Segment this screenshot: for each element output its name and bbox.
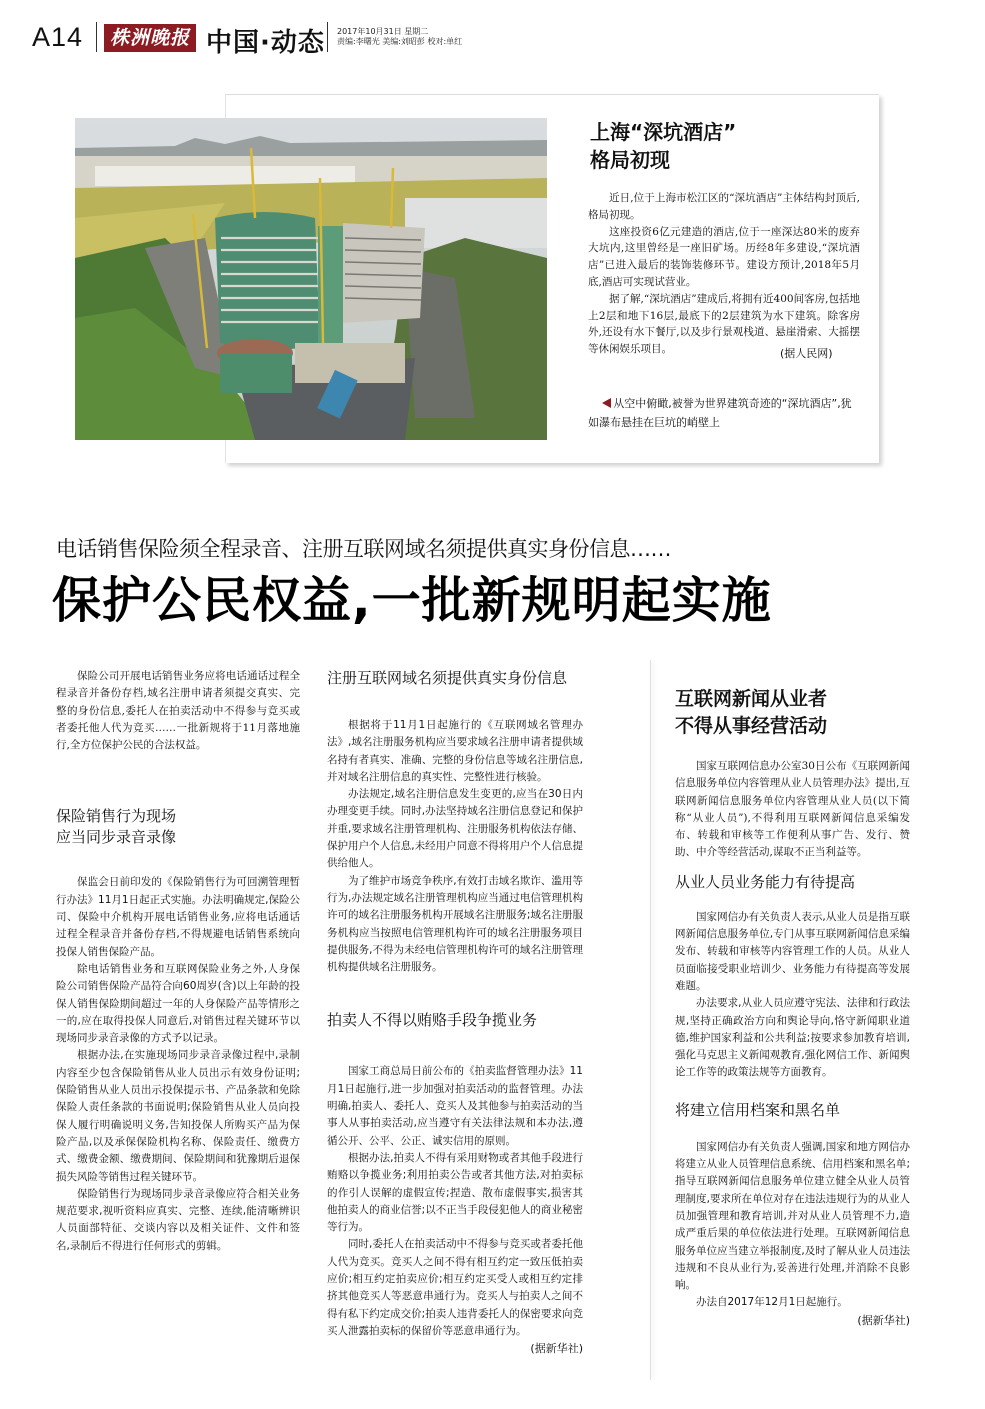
feature-photo	[75, 118, 547, 440]
article-paragraph: 根据办法,拍卖人不得有采用财物或者其他手段进行贿赂以争揽业务;利用拍卖公告或者其他方法,对拍卖标的作引人误解的虚假宣传;捏造、散布虚假事实,损害其他拍卖人的商业信誉;以不正当手段侵犯他人的商业秘密等行为。	[327, 1151, 583, 1234]
staff-credits: 责编:李曙光 美编:刘昭彭 校对:单红	[337, 37, 463, 46]
column-domain-auction	[327, 668, 583, 1358]
feature-title-line: 上海“深坑酒店”	[590, 120, 737, 144]
issue-date: 2017年10月31日 星期二	[337, 27, 429, 36]
quarry-hotel-photo	[75, 118, 547, 440]
feature-title-line: 格局初现	[590, 148, 670, 172]
article-paragraph: 国家工商总局日前公布的《拍卖监督管理办法》11月1日起施行,进一步加强对拍卖活动的监督管理。办法明确,拍卖人、委托人、竞买人及其他参与拍卖活动的当事人从事拍卖活动,应当遵守有关法律法规和本办法,遵循公开、公平、公正、诚实信用的原则。	[327, 1065, 583, 1147]
article-lead: 保险公司开展电话销售业务应将电话通话过程全程录音并备份存档,域名注册申请者须提交真实、完整的身份信息,委托人在拍卖活动中不得参与竞买或者委托他人代为竞买……一批新规将于11月落地施行,全方位保护公民的合法权益。	[56, 670, 300, 752]
article-paragraph: 同时,委托人在拍卖活动中不得参与竞买或者委托他人代为竞买。竞买人之间不得有相互约定一致压低拍卖应价;相互约定拍卖应价;相互约定买受人或相互约定排挤其他竞买人等恶意串通行为。竞买人与拍卖人之间不得有私下约定成交价;拍卖人违背委托人的保密要求向竞买人泄露拍卖标的保留价等恶意串通行为。	[327, 1238, 583, 1337]
subhead-ability: 从业人员业务能力有待提高	[675, 872, 856, 891]
main-headline: 保护公民权益,一批新规明起实施	[52, 572, 772, 629]
article-paragraph: 办法要求,从业人员应遵守宪法、法律和行政法规,坚持正确政治方向和舆论导向,恪守新闻职业道德,维护国家利益和公共利益;按要求参加教育培训,强化马克思主义新闻观教育,强化网信工作、新闻舆论工作等的政策法规等方面教育。	[675, 997, 910, 1079]
column-internet-news	[675, 686, 910, 1329]
article-lead: 国家互联网信息办公室30日公布《互联网新闻信息服务单位内容管理从业人员管理办法》提出,互联网新闻信息服务单位内容管理从业人员(以下简称“从业人员”),不得利用互联网新闻信息采编发布、转载和审核等工作便利从事广告、发行、赞助、中介等经营活动,谋取不正当利益等。	[675, 760, 910, 859]
caption-arrow-icon	[602, 398, 611, 408]
masthead-divider	[96, 22, 97, 52]
subhead-auction: 拍卖人不得以贿赂手段争揽业务	[327, 1011, 538, 1030]
article-paragraph: 保监会日前印发的《保险销售行为可回溯管理暂行办法》11月1日起正式实施。办法明确规定,保险公司、保险中介机构开展电话销售业务,应将电话通话过程全程录音并备份存档,不得规避电话销售系统向投保人销售保险产品。	[56, 876, 300, 958]
article-paragraph: 除电话销售业务和互联网保险业务之外,人身保险公司销售保险产品符合向60周岁(含)以上年龄的投保人销售保险期间超过一年的人身保险产品等情形之一的,应在取得投保人同意后,对销售过程关键环节以现场同步录音录像的方式予以记录。	[56, 962, 300, 1045]
feature-paragraph: 这座投资6亿元建造的酒店,位于一座深达80米的废弃大坑内,这里曾经是一座旧矿场。历经8年多建设,“深坑酒店”已进入最后的装饰装修环节。建设方预计,2018年5月底,酒店可实现试营业。	[588, 225, 860, 288]
article-paragraph: 办法自2017年12月1日起施行。	[696, 1296, 848, 1309]
masthead-divider	[327, 22, 328, 52]
subhead-blacklist: 将建立信用档案和黑名单	[675, 1100, 841, 1119]
paper-logo: 株洲晚报	[104, 24, 196, 52]
column-insurance	[56, 668, 300, 1255]
sidebar-title-line: 不得从事经营活动	[675, 715, 828, 737]
subhead-line: 应当同步录音录像	[56, 828, 177, 847]
feature-body	[588, 190, 860, 358]
sidebar-frame-rule	[650, 660, 651, 1380]
article-source: (据新华社)	[857, 1313, 910, 1327]
photo-caption	[588, 394, 860, 432]
masthead	[0, 0, 985, 60]
page-number: A14	[32, 22, 84, 52]
sidebar-title	[675, 686, 910, 740]
subhead-domain: 注册互联网域名须提供真实身份信息	[327, 669, 568, 687]
feature-paragraph: 近日,位于上海市松江区的“深坑酒店”主体结构封顶后,格局初现。	[588, 192, 860, 221]
issue-meta	[337, 27, 462, 47]
article-paragraph: 国家网信办有关负责人强调,国家和地方网信办将建立从业人员管理信息系统、信用档案和黑名单;指导互联网新闻信息服务单位建立健全从业人员管理制度,要求所在单位对存在违法违规行为的从业人员加强管理和教育培训,并对从业人员管理不力,造成严重后果的单位依法进行处理。互联网新闻信息服务单位应当建立举报制度,及时了解从业人员违法违规和不良从业行为,妥善进行处理,并消除不良影响。	[675, 1140, 910, 1292]
headline-kicker: 电话销售保险须全程录音、注册互联网域名须提供真实身份信息……	[56, 537, 671, 561]
article-paragraph: 保险销售行为现场同步录音录像应符合相关业务规范要求,视听资料应真实、完整、连续,能清晰辨识人员面部特征、交谈内容以及相关证件、文件和签名,录制后不得进行任何形式的剪辑。	[56, 1187, 300, 1252]
feature-paragraph: 据了解,“深坑酒店”建成后,将拥有近400间客房,包括地上2层和地下16层,最底下的2层建筑为水下建筑。除客房外,还设有水下餐厅,以及步行景观栈道、悬崖滑索、大摇摆等休闲娱乐项目。	[588, 292, 860, 356]
section-name: 中国·动态	[206, 28, 325, 58]
article-paragraph: 国家网信办有关负责人表示,从业人员是指互联网新闻信息服务单位,专门从事互联网新闻信息采编发布、转载和审核等内容管理工作的人员。从业人员面临接受职业培训少、业务能力有待提高等发展难题。	[675, 910, 910, 992]
caption-text: 从空中俯瞰,被誉为世界建筑奇迹的“深坑酒店”,犹如瀑布悬挂在巨坑的峭壁上	[588, 397, 852, 429]
feature-source: (据人民网)	[780, 347, 833, 360]
article-paragraph: 根据办法,在实施现场同步录音录像过程中,录制内容至少包含保险销售从业人员出示有效身份证明;保险销售从业人员出示投保提示书、产品条款和免除保险人责任条款的书面说明;保险销售从业人员向投保人履行明确说明义务,告知投保人所购买产品为保险产品,以及承保保险机构名称、保险责任、缴费方式、缴费金额、缴费期间、保险期间和犹豫期后退保损失风险等销售过程关键环节。	[56, 1049, 300, 1183]
article-source: (据新华社)	[530, 1342, 583, 1356]
article-paragraph: 根据将于11月1日起施行的《互联网域名管理办法》,域名注册服务机构应当要求域名注册申请者提供域名持有者真实、准确、完整的身份信息等域名注册信息,并对域名注册信息的真实性、完整性进行核验。	[327, 719, 583, 783]
feature-title	[590, 118, 736, 174]
article-paragraph: 为了维护市场竞争秩序,有效打击域名欺诈、滥用等行为,办法规定域名注册管理机构应当通过电信管理机构许可的域名注册服务机构开展域名注册服务;域名注册服务机构应当按照电信管理机构许可的域名注册服务项目提供服务,不得为未经电信管理机构许可的域名注册管理机构提供域名注册服务。	[327, 874, 583, 974]
sidebar-title-line: 互联网新闻从业者	[675, 688, 828, 710]
subhead-insurance	[56, 806, 300, 848]
subhead-line: 保险销售行为现场	[56, 807, 177, 826]
article-paragraph: 办法规定,域名注册信息发生变更的,应当在30日内办理变更手续。同时,办法坚持域名注册信息登记和保护并重,要求域名注册管理机构、注册服务机构依法存储、保护用户个人信息,未经用户同意不得将用户个人信息提供给他人。	[327, 788, 583, 870]
